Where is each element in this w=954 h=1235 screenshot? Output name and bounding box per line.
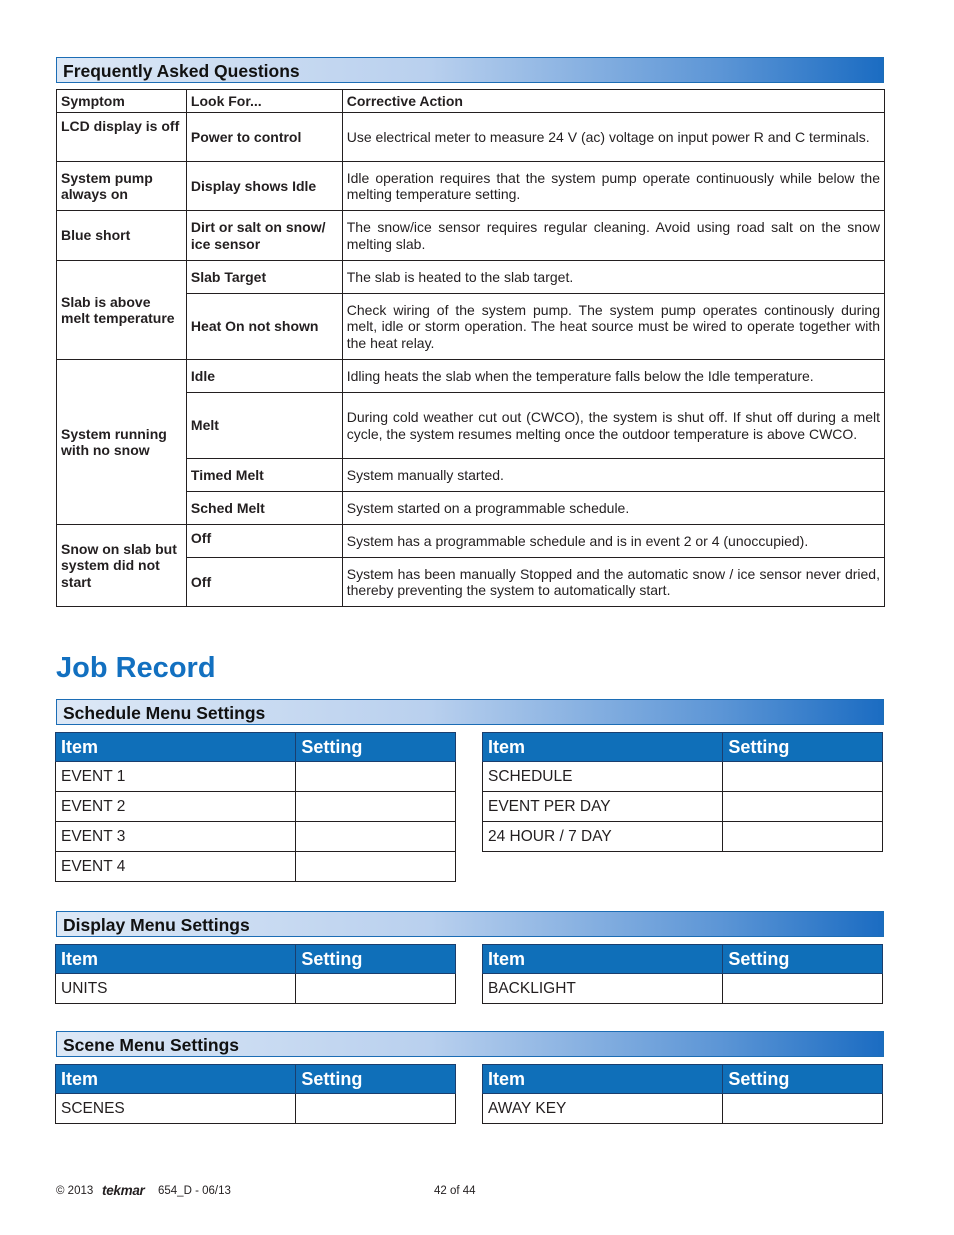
table-row (56, 852, 456, 882)
setting-cell[interactable] (723, 1094, 883, 1124)
scene-right-table (482, 1064, 883, 1124)
table-row (56, 1094, 456, 1124)
footer-doc-code: 654_D - 06/13 (158, 1185, 231, 1197)
faq-action: System manually started. (342, 459, 884, 492)
faq-action: The slab is heated to the slab target. (342, 261, 884, 294)
schedule-left-table (55, 732, 456, 882)
table-row (56, 822, 456, 852)
brand-logo: tekmar (102, 1183, 145, 1198)
setting-cell[interactable] (296, 792, 456, 822)
table-row (483, 762, 883, 792)
setting-cell[interactable] (723, 762, 883, 792)
faq-header-row (57, 90, 885, 113)
faq-header-look-for: Look For... (186, 90, 342, 113)
col-item-header: Item (483, 733, 723, 762)
col-setting-header: Setting (723, 945, 883, 974)
scene-left-table (55, 1064, 456, 1124)
col-setting-header: Setting (723, 1065, 883, 1094)
faq-look-for: Dirt or salt on snow/ ice sensor (186, 211, 342, 261)
setting-cell[interactable] (296, 1094, 456, 1124)
faq-section-bar (56, 57, 884, 83)
faq-table (56, 89, 885, 607)
faq-row (57, 525, 885, 558)
schedule-section-bar (56, 699, 884, 725)
item-cell: EVENT PER DAY (483, 792, 723, 822)
faq-action: Idling heats the slab when the temperature falls below the Idle temperature. (342, 360, 884, 393)
setting-cell[interactable] (296, 852, 456, 882)
faq-row (57, 113, 885, 162)
faq-action: Use electrical meter to measure 24 V (ac) voltage on input power R and C terminals. (342, 113, 884, 162)
faq-look-for: Idle (186, 360, 342, 393)
col-setting-header: Setting (723, 733, 883, 762)
faq-look-for: Heat On not shown (186, 294, 342, 360)
setting-cell[interactable] (296, 822, 456, 852)
item-cell: SCENES (56, 1094, 296, 1124)
col-setting-header: Setting (296, 1065, 456, 1094)
faq-look-for: Display shows Idle (186, 162, 342, 211)
setting-cell[interactable] (723, 822, 883, 852)
display-section-bar (56, 911, 884, 937)
table-row (483, 1094, 883, 1124)
footer-copyright: © 2013 (56, 1185, 94, 1197)
display-title: Display Menu Settings (63, 915, 250, 935)
faq-look-for: Off (186, 525, 342, 558)
faq-action: During cold weather cut out (CWCO), the system is shut off. If shut off during a melt cycle, the system resumes melting once the outdoor temperature is above CWCO. (342, 393, 884, 459)
item-cell: EVENT 4 (56, 852, 296, 882)
display-left-table (55, 944, 456, 1004)
faq-look-for: Power to control (186, 113, 342, 162)
item-cell: EVENT 2 (56, 792, 296, 822)
faq-action: Check wiring of the system pump. The system pump operates continously during melt, idle or storm operation. The heat source must be wired to operate together with the heat relay. (342, 294, 884, 360)
col-setting-header: Setting (296, 945, 456, 974)
col-item-header: Item (56, 945, 296, 974)
table-row (56, 792, 456, 822)
faq-action: System started on a programmable schedule. (342, 492, 884, 525)
faq-symptom: LCD display is off (57, 113, 187, 162)
faq-row (57, 261, 885, 294)
faq-row (57, 211, 885, 261)
scene-title: Scene Menu Settings (63, 1035, 240, 1055)
faq-look-for: Off (186, 558, 342, 607)
item-cell: 24 HOUR / 7 DAY (483, 822, 723, 852)
display-right-table (482, 944, 883, 1004)
col-item-header: Item (56, 733, 296, 762)
item-cell: UNITS (56, 974, 296, 1004)
faq-symptom: Slab is above melt temperature (57, 261, 187, 360)
table-row (483, 792, 883, 822)
faq-symptom: System running with no snow (57, 360, 187, 525)
setting-cell[interactable] (296, 974, 456, 1004)
item-cell: BACKLIGHT (483, 974, 723, 1004)
item-cell: EVENT 3 (56, 822, 296, 852)
faq-action: The snow/ice sensor requires regular cleaning. Avoid using road salt on the snow melting slab. (342, 211, 884, 261)
item-cell: AWAY KEY (483, 1094, 723, 1124)
schedule-right-table (482, 732, 883, 852)
faq-symptom: Blue short (57, 211, 187, 261)
faq-action: System has been manually Stopped and the automatic snow / ice sensor never dried, thereby preventing the system to automatically start. (342, 558, 884, 607)
faq-action: Idle operation requires that the system pump operate continuously while below the melting temperature setting. (342, 162, 884, 211)
faq-look-for: Melt (186, 393, 342, 459)
item-cell: EVENT 1 (56, 762, 296, 792)
faq-action: System has a programmable schedule and is in event 2 or 4 (unoccupied). (342, 525, 884, 558)
faq-look-for: Sched Melt (186, 492, 342, 525)
job-record-title: Job Record (56, 652, 216, 684)
faq-row (57, 162, 885, 211)
faq-title: Frequently Asked Questions (63, 61, 300, 81)
setting-cell[interactable] (723, 792, 883, 822)
page-number: 42 of 44 (434, 1185, 476, 1197)
faq-row (57, 360, 885, 393)
setting-cell[interactable] (296, 762, 456, 792)
faq-symptom: Snow on slab but system did not start (57, 525, 187, 607)
scene-section-bar (56, 1031, 884, 1057)
table-row (56, 762, 456, 792)
table-row (483, 822, 883, 852)
col-setting-header: Setting (296, 733, 456, 762)
faq-header-corrective-action: Corrective Action (342, 90, 884, 113)
table-row (56, 974, 456, 1004)
faq-symptom: System pump always on (57, 162, 187, 211)
col-item-header: Item (483, 1065, 723, 1094)
col-item-header: Item (483, 945, 723, 974)
setting-cell[interactable] (723, 974, 883, 1004)
faq-look-for: Timed Melt (186, 459, 342, 492)
schedule-title: Schedule Menu Settings (63, 703, 266, 723)
item-cell: SCHEDULE (483, 762, 723, 792)
faq-header-symptom: Symptom (57, 90, 187, 113)
table-row (483, 974, 883, 1004)
faq-look-for: Slab Target (186, 261, 342, 294)
col-item-header: Item (56, 1065, 296, 1094)
